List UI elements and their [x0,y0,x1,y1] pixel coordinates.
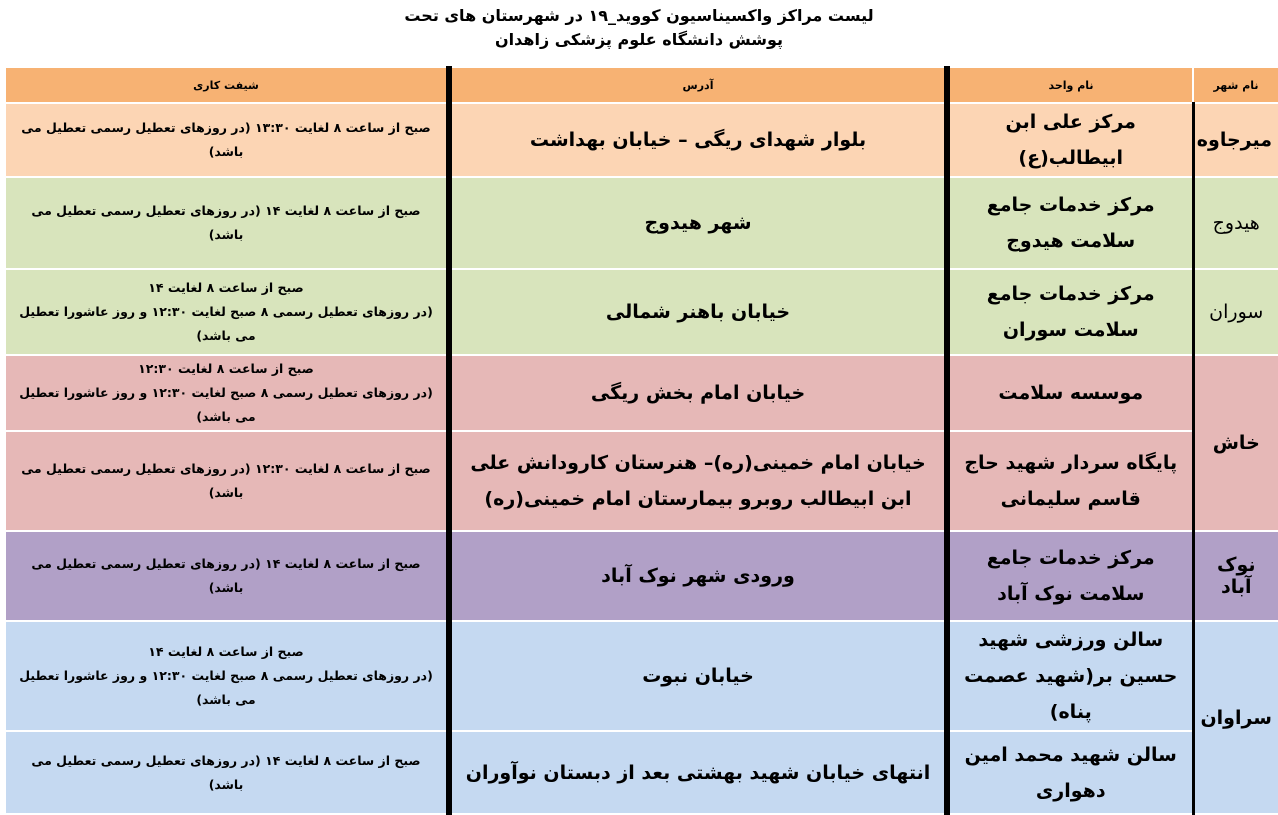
header-shift: شیفت کاری [5,67,449,103]
city-cell: سوران [1193,269,1278,355]
shift-note-line: (در روزهای تعطیل رسمی ۸ صبح لغایت ۱۲:۳۰ و روز عاشورا تعطیل می باشد) [19,304,433,343]
shift-note-line: (در روزهای تعطیل رسمی ۸ صبح لغایت ۱۲:۳۰ و روز عاشورا تعطیل می باشد) [19,668,433,707]
address-cell: خیابان امام بخش ریگی [449,355,947,431]
city-cell: خاش [1193,355,1278,531]
table-row [5,621,1278,731]
shift-line: صبح از ساعت ۸ لغایت ۱۴ [148,280,304,295]
shift-line: صبح از ساعت ۸ لغایت ۱۴ (در روزهای تعطیل رسمی تعطیل می باشد) [31,752,421,792]
address-cell: بلوار شهدای ریگی – خیابان بهداشت [449,103,947,177]
city-cell: میرجاوه [1193,103,1278,177]
table-row [5,355,1278,431]
city-cell: هیدوج [1193,177,1278,269]
unit-cell: مرکز علی ابن ابیطالب(ع) [947,103,1193,177]
shift-line: صبح از ساعت ۸ لغایت ۱۲:۳۰ [138,361,314,376]
shift-line: صبح از ساعت ۸ لغایت ۱۴ (در روزهای تعطیل رسمی تعطیل می باشد) [31,556,421,595]
shift-cell [5,103,449,177]
table-row [5,177,1278,269]
address-cell: انتهای خیابان شهید بهشتی بعد از دبستان نوآوران [449,731,947,814]
unit-cell: سالن شهید محمد امین دهواری [947,731,1193,814]
address-cell: ورودی شهر نوک آباد [449,531,947,621]
unit-cell: موسسه سلامت [947,355,1193,431]
header-city: نام شهر [1193,67,1278,103]
shift-note-line: (در روزهای تعطیل رسمی ۸ صبح لغایت ۱۲:۳۰ و روز عاشورا تعطیل می باشد) [19,385,433,424]
shift-cell [5,431,449,531]
document-title [0,4,1278,52]
shift-cell [5,177,449,269]
shift-cell [5,731,449,814]
vaccination-centers-table [4,66,1278,815]
address-cell: خیابان امام خمینی(ره)– هنرستان کارودانش علی ابن ابیطالب روبرو بیمارستان امام خمینی(ره) [449,431,947,531]
unit-cell: سالن ورزشی شهید حسین بر(شهید عصمت پناه) [947,621,1193,731]
unit-cell: مرکز خدمات جامع سلامت نوک آباد [947,531,1193,621]
title-line-1: لیست مراکز واکسیناسیون کووید_۱۹ در شهرستان های تحت [404,6,874,25]
unit-cell: مرکز خدمات جامع سلامت سوران [947,269,1193,355]
address-cell: خیابان باهنر شمالی [449,269,947,355]
shift-cell [5,269,449,355]
address-cell: خیابان نبوت [449,621,947,731]
table-header-row [5,67,1278,103]
shift-cell [5,531,449,621]
city-cell: نوک آباد [1193,531,1278,621]
unit-cell: پایگاه سردار شهید حاج قاسم سلیمانی [947,431,1193,531]
table-row [5,431,1278,531]
shift-cell [5,355,449,431]
table-row [5,731,1278,814]
unit-cell: مرکز خدمات جامع سلامت هیدوج [947,177,1193,269]
shift-cell [5,621,449,731]
city-cell: سراوان [1193,621,1278,814]
title-line-2: پوشش دانشگاه علوم پزشکی زاهدان [495,30,783,49]
address-cell: شهر هیدوج [449,177,947,269]
shift-line: صبح از ساعت ۸ لغایت ۱۴ [148,644,304,659]
table-row [5,531,1278,621]
shift-line: صبح از ساعت ۸ لغایت ۱۲:۳۰ (در روزهای تعطیل رسمی تعطیل می باشد) [21,461,431,500]
table-row [5,103,1278,177]
shift-line: صبح از ساعت ۸ لغایت ۱۴ (در روزهای تعطیل رسمی تعطیل می باشد) [31,203,421,242]
table-row [5,269,1278,355]
header-address: آدرس [449,67,947,103]
header-unit: نام واحد [947,67,1193,103]
shift-line: صبح از ساعت ۸ لغایت ۱۳:۳۰ (در روزهای تعطیل رسمی تعطیل می باشد) [21,120,431,159]
